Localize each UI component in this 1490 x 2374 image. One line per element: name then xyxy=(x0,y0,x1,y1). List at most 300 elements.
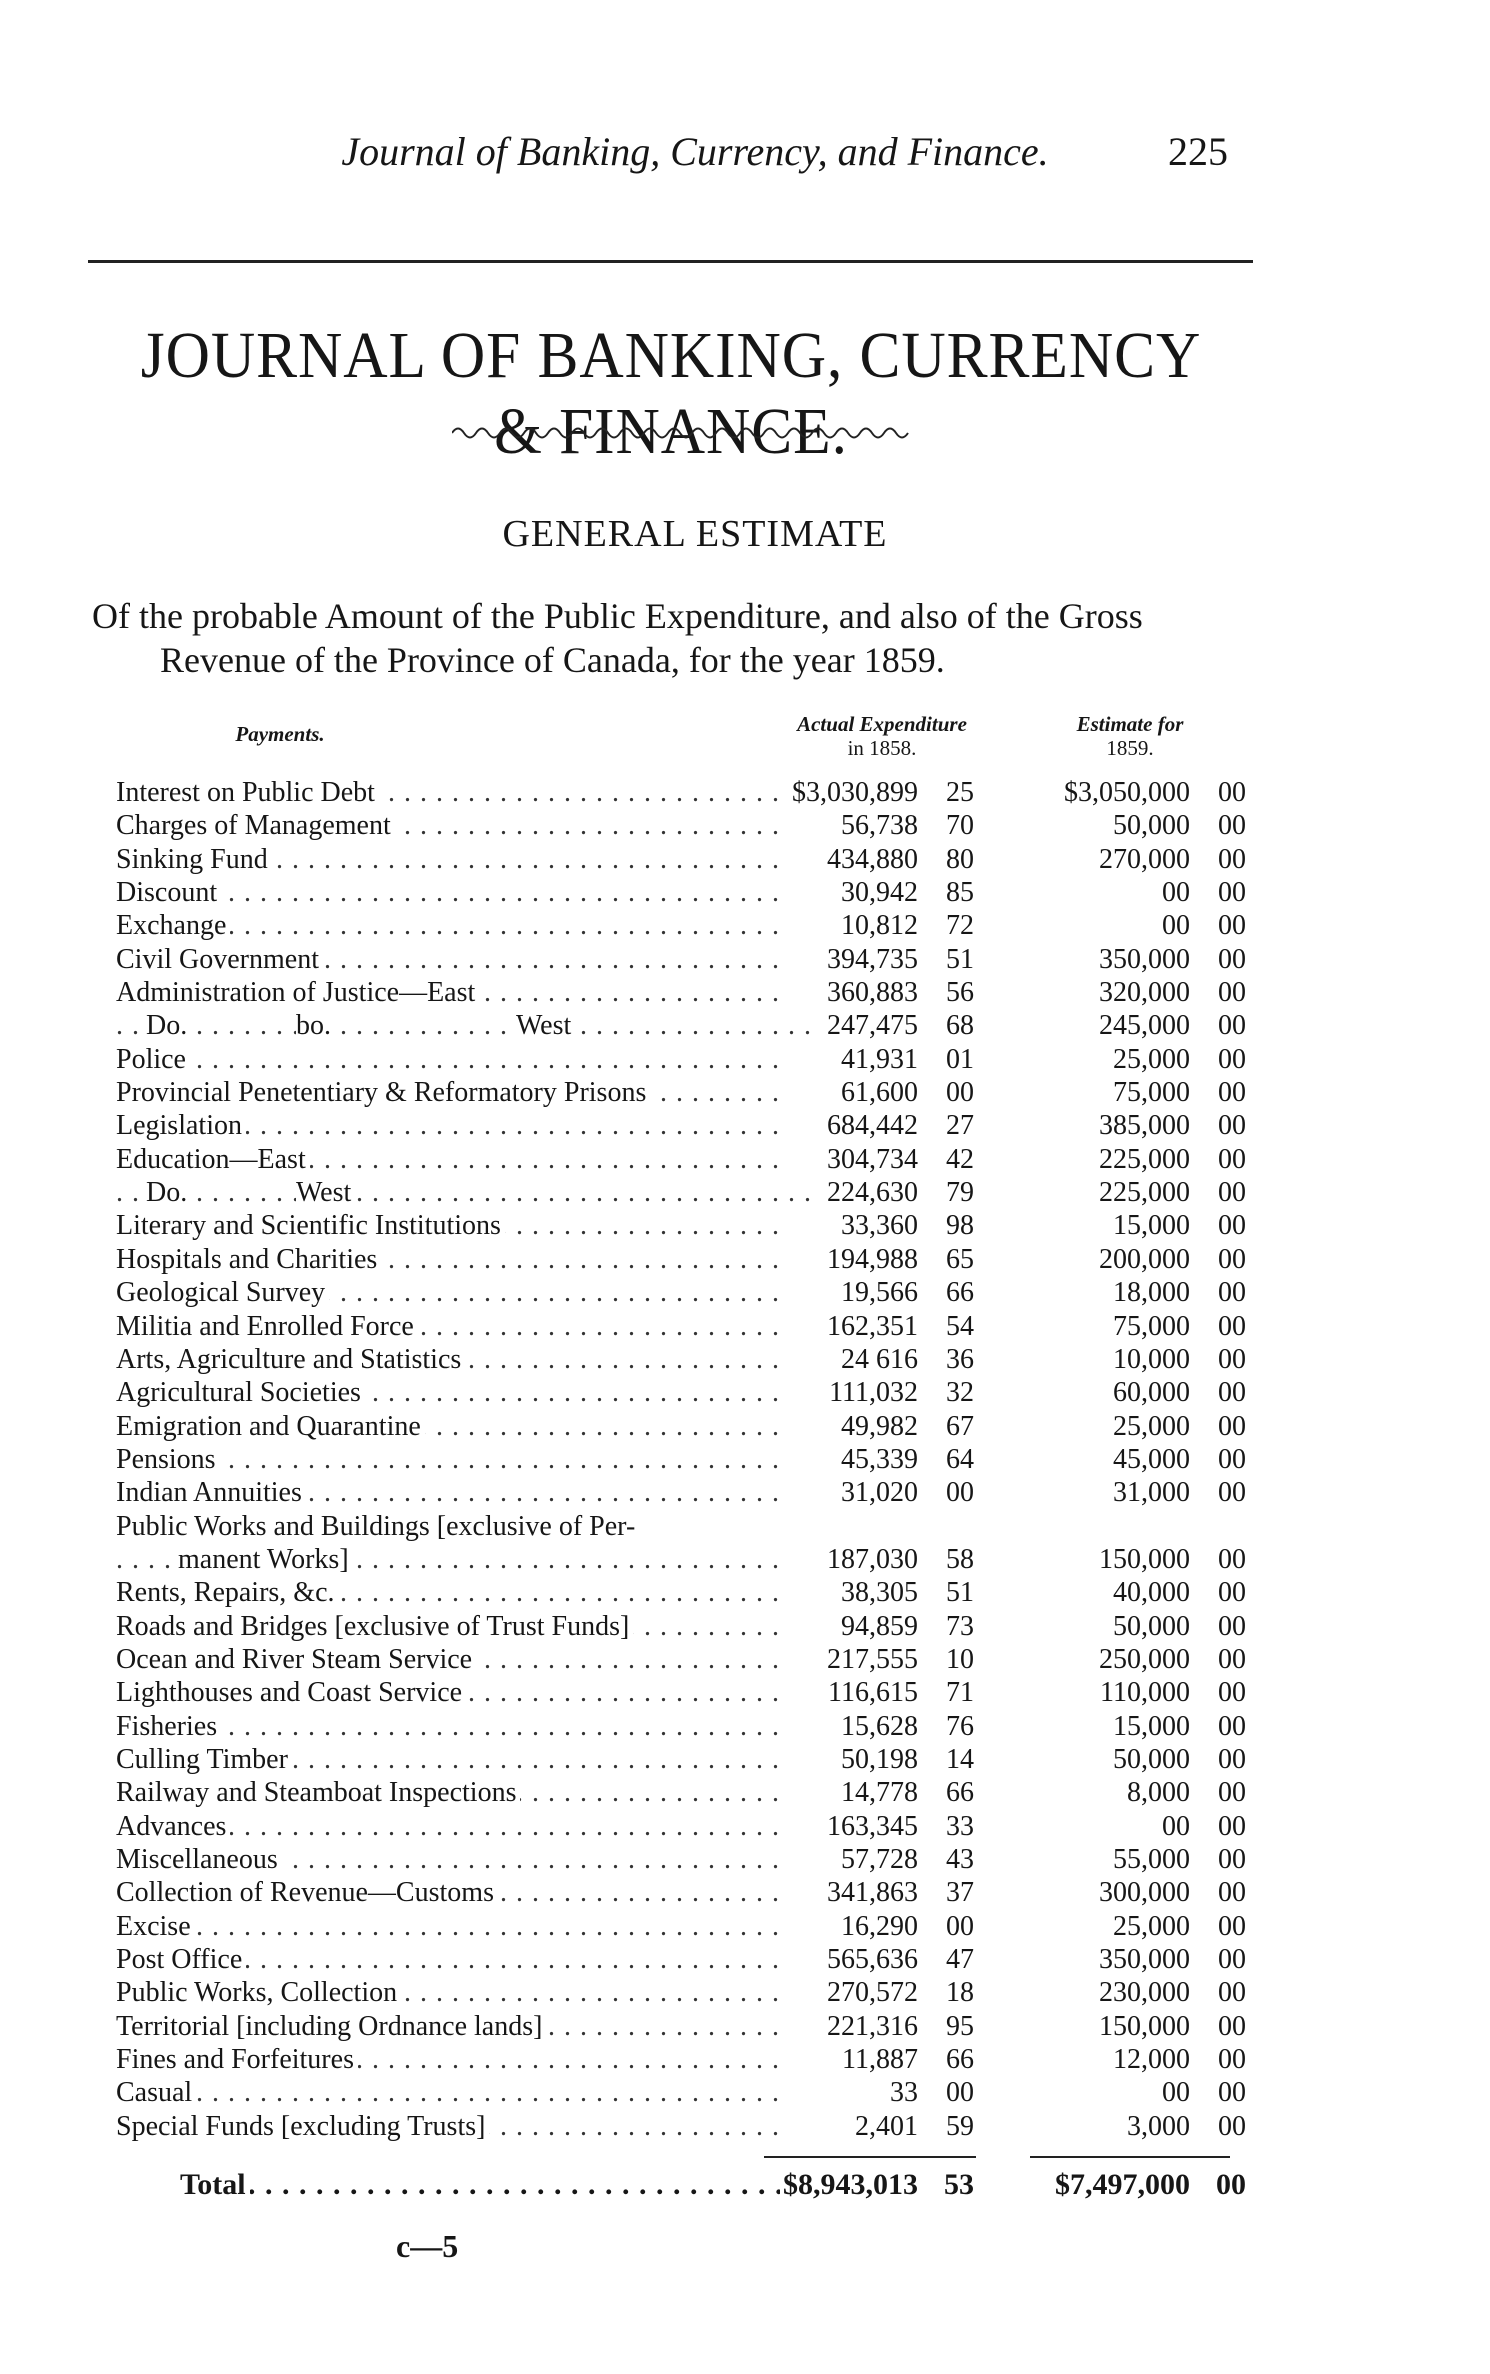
actual-cents: 66 xyxy=(946,1277,974,1309)
actual-cents: 37 xyxy=(946,1877,974,1909)
page-number: 225 xyxy=(1168,129,1228,174)
row-label xyxy=(116,843,786,876)
estimate-value: 300,000 xyxy=(1099,1877,1190,1909)
actual-cents: 80 xyxy=(946,843,974,875)
table-row xyxy=(116,1043,1246,1076)
subtitle-line-1: Of the probable Amount of the Public Expenditure, and also of the Gross xyxy=(92,596,1143,636)
estimate-cents: 00 xyxy=(1218,843,1246,875)
estimate-value: 00 xyxy=(1162,1810,1190,1842)
estimate-value: 15,000 xyxy=(1113,1210,1190,1242)
table-row xyxy=(116,1476,1246,1509)
actual-value: 194,988 xyxy=(827,1243,918,1275)
estimate-total-rule xyxy=(1030,2156,1230,2158)
row-label xyxy=(116,1343,786,1376)
row-label xyxy=(116,943,786,976)
row-label xyxy=(116,1876,786,1909)
row-label-text: Agricultural Societies xyxy=(116,1377,365,1408)
total-label xyxy=(180,2168,780,2202)
estimate-cents: 00 xyxy=(1218,1277,1246,1309)
row-label-text: manent Works] xyxy=(178,1544,353,1575)
row-label-text: Special Funds [excluding Trusts] xyxy=(116,2111,489,2142)
actual-cents: 27 xyxy=(946,1110,974,1142)
actual-value: 360,883 xyxy=(827,977,918,1009)
estimate-cents: 00 xyxy=(1218,777,1246,808)
table-row xyxy=(116,1543,1246,1576)
subtitle xyxy=(92,594,1262,682)
actual-cents: 10 xyxy=(946,1643,974,1675)
actual-value: 111,032 xyxy=(829,1377,918,1409)
actual-value: 57,728 xyxy=(841,1844,918,1875)
row-label-text: Pensions xyxy=(116,1444,220,1475)
payments-header: Payments. xyxy=(235,722,325,746)
total-row xyxy=(116,2168,1246,2208)
row-label-text: Provincial Penetentiary & Reformatory Prisons xyxy=(116,1077,650,1108)
actual-value: 33,360 xyxy=(841,1210,918,1242)
row-label xyxy=(116,1109,786,1142)
estimate-cents: 00 xyxy=(1218,1377,1246,1409)
actual-cents: 33 xyxy=(946,1810,974,1842)
estimate-value: 00 xyxy=(1162,877,1190,909)
row-label xyxy=(116,976,786,1009)
table-row xyxy=(116,1876,1246,1909)
row-label-text: Administration of Justice—East xyxy=(116,977,479,1008)
row-label xyxy=(116,1710,786,1743)
row-label-text: Discount xyxy=(116,877,221,908)
estimate-value: 25,000 xyxy=(1113,1043,1190,1075)
actual-header-year: in 1858. xyxy=(847,736,917,760)
row-label xyxy=(116,1943,786,1976)
estimate-value: 245,000 xyxy=(1099,1010,1190,1042)
table-row xyxy=(116,1376,1246,1409)
row-label xyxy=(116,1043,786,1076)
row-label-text: Public Works and Buildings [exclusive of Per- xyxy=(116,1511,639,1542)
actual-value: 30,942 xyxy=(841,877,918,909)
section-heading: GENERAL ESTIMATE xyxy=(502,513,888,555)
estimate-value: $3,050,000 xyxy=(1064,777,1190,808)
estimate-cents: 00 xyxy=(1218,810,1246,842)
estimate-value: 25,000 xyxy=(1113,1910,1190,1942)
table-row xyxy=(116,1610,1246,1643)
estimate-cents: 00 xyxy=(1218,1577,1246,1609)
estimate-value: 225,000 xyxy=(1099,1177,1190,1209)
actual-value: 304,734 xyxy=(827,1143,918,1175)
actual-value: 163,345 xyxy=(827,1810,918,1842)
total-estimate-cents: 00 xyxy=(1216,2168,1246,2201)
table-row xyxy=(116,1143,1246,1176)
row-label xyxy=(116,1243,786,1276)
estimate-cents: 00 xyxy=(1218,1110,1246,1142)
estimate-value: 60,000 xyxy=(1113,1377,1190,1409)
estimate-cents: 00 xyxy=(1218,1877,1246,1909)
estimate-value: 350,000 xyxy=(1099,943,1190,975)
row-label-text: Indian Annuities xyxy=(116,1477,306,1508)
table-row xyxy=(116,1410,1246,1443)
actual-cents: 51 xyxy=(946,943,974,975)
row-label-text: Hospitals and Charities xyxy=(116,1244,381,1275)
actual-header-title: Actual Expenditure xyxy=(797,712,967,736)
estimate-cents: 00 xyxy=(1218,1443,1246,1475)
actual-cents: 14 xyxy=(946,1743,974,1775)
total-estimate: $7,497,000 xyxy=(1055,2168,1190,2201)
row-label-text: Literary and Scientific Institutions xyxy=(116,1210,505,1241)
estimate-cents: 00 xyxy=(1218,2044,1246,2076)
estimate-cents: 00 xyxy=(1218,1810,1246,1842)
actual-value: 187,030 xyxy=(827,1543,918,1575)
row-label xyxy=(116,1843,786,1876)
table-row xyxy=(116,1676,1246,1709)
row-label xyxy=(116,1209,786,1242)
actual-cents: 42 xyxy=(946,1143,974,1175)
actual-value: 24 616 xyxy=(841,1343,918,1375)
actual-cents: 01 xyxy=(946,1043,974,1075)
table-row xyxy=(116,1109,1246,1142)
journal-title: JOURNAL OF BANKING, CURRENCY & FINANCE. xyxy=(140,319,1202,468)
actual-value: 15,628 xyxy=(841,1710,918,1742)
estimate-value: 50,000 xyxy=(1113,1743,1190,1775)
actual-cents: 67 xyxy=(946,1410,974,1442)
row-label-text: Ocean and River Steam Service xyxy=(116,1644,476,1675)
estimate-value: 50,000 xyxy=(1113,810,1190,842)
actual-value: 10,812 xyxy=(841,910,918,942)
estimate-header-year: 1859. xyxy=(1106,736,1154,760)
row-label-text: Rents, Repairs, &c. xyxy=(116,1577,339,1608)
row-label-text: Culling Timber xyxy=(116,1744,292,1775)
estimate-cents: 00 xyxy=(1218,1643,1246,1675)
actual-cents: 59 xyxy=(946,2110,974,2142)
row-label-text: Civil Government xyxy=(116,944,323,975)
estimate-value: 10,000 xyxy=(1113,1343,1190,1375)
estimate-value: 150,000 xyxy=(1099,1543,1190,1575)
row-label xyxy=(116,1776,786,1809)
actual-cents: 66 xyxy=(946,2044,974,2076)
estimate-cents: 00 xyxy=(1218,1243,1246,1275)
actual-cents: 25 xyxy=(946,777,974,808)
row-label xyxy=(116,1643,786,1676)
row-label-text: Interest on Public Debt xyxy=(116,777,379,808)
estimate-value: 385,000 xyxy=(1099,1110,1190,1142)
row-label-text: Militia and Enrolled Force xyxy=(116,1311,418,1342)
row-label xyxy=(116,1376,786,1409)
estimate-cents: 00 xyxy=(1218,1743,1246,1775)
actual-value: 56,738 xyxy=(841,810,918,842)
actual-value: 19,566 xyxy=(841,1277,918,1309)
actual-value: 116,615 xyxy=(828,1677,918,1709)
estimate-value: 8,000 xyxy=(1127,1777,1190,1809)
actual-value: 38,305 xyxy=(841,1577,918,1609)
row-label xyxy=(116,1510,786,1543)
table-row xyxy=(116,1776,1246,1809)
row-label xyxy=(116,1410,786,1443)
row-label-text: Arts, Agriculture and Statistics xyxy=(116,1344,465,1375)
row-label xyxy=(116,1810,786,1843)
table-row xyxy=(116,1576,1246,1609)
row-label-text: Casual xyxy=(116,2077,196,2108)
estimate-value: 25,000 xyxy=(1113,1410,1190,1442)
estimate-value: 45,000 xyxy=(1113,1443,1190,1475)
row-label-text: Collection of Revenue—Customs xyxy=(116,1877,498,1908)
estimate-value: 50,000 xyxy=(1113,1610,1190,1642)
actual-value: 247,475 xyxy=(827,1010,918,1042)
actual-cents: 64 xyxy=(946,1443,974,1475)
wavy-ornament xyxy=(452,420,912,446)
actual-value: 33 xyxy=(890,2077,918,2109)
signature-mark: c—5 xyxy=(396,2228,459,2264)
actual-cents: 00 xyxy=(946,2077,974,2109)
actual-cents: 58 xyxy=(946,1543,974,1575)
actual-value: 61,600 xyxy=(841,1077,918,1109)
table-row xyxy=(116,1710,1246,1743)
row-label-text: Do. xyxy=(146,1177,191,1208)
row-label-text: Exchange xyxy=(116,910,230,941)
actual-value: 94,859 xyxy=(841,1610,918,1642)
table-row xyxy=(116,876,1246,909)
actual-cents: 85 xyxy=(946,877,974,909)
table-row xyxy=(116,2010,1246,2043)
estimate-value: 150,000 xyxy=(1099,2010,1190,2042)
total-actual: $8,943,013 xyxy=(783,2168,918,2201)
row-label-text: Fisheries xyxy=(116,1711,221,1742)
table-row xyxy=(116,1743,1246,1776)
table-row xyxy=(116,1243,1246,1276)
estimate-cents: 00 xyxy=(1218,1210,1246,1242)
table-row xyxy=(116,1910,1246,1943)
actual-value: 684,442 xyxy=(827,1110,918,1142)
table-row xyxy=(116,1810,1246,1843)
actual-value: 270,572 xyxy=(827,1977,918,2009)
actual-cents: 00 xyxy=(946,1910,974,1942)
actual-value: 224,630 xyxy=(827,1177,918,1209)
table-row xyxy=(116,1943,1246,1976)
estimate-cents: 00 xyxy=(1218,1844,1246,1875)
row-label xyxy=(116,1176,816,1209)
row-label xyxy=(116,1976,786,2009)
row-label xyxy=(116,1076,786,1109)
row-label-text-2: bo. xyxy=(296,1009,335,1042)
actual-cents: 56 xyxy=(946,977,974,1009)
estimate-value: 00 xyxy=(1162,2077,1190,2109)
actual-value: 217,555 xyxy=(827,1643,918,1675)
actual-cents: 72 xyxy=(946,910,974,942)
actual-cents: 66 xyxy=(946,1777,974,1809)
row-label-text-3: West xyxy=(516,1009,575,1042)
actual-cents: 73 xyxy=(946,1610,974,1642)
actual-cents: 51 xyxy=(946,1577,974,1609)
actual-value: 221,316 xyxy=(827,2010,918,2042)
estimate-cents: 00 xyxy=(1218,1710,1246,1742)
row-label-text: Sinking Fund xyxy=(116,844,272,875)
row-label xyxy=(116,876,786,909)
row-label-text: Emigration and Quarantine xyxy=(116,1411,425,1442)
row-label-text-2: West xyxy=(296,1176,355,1209)
row-label xyxy=(116,1476,786,1509)
row-label xyxy=(116,1610,786,1643)
estimate-cents: 00 xyxy=(1218,1977,1246,2009)
expenditure-table xyxy=(116,776,1246,2143)
estimate-value: 31,000 xyxy=(1113,1477,1190,1509)
estimate-value: 55,000 xyxy=(1113,1844,1190,1875)
row-label-text: Police xyxy=(116,1044,190,1075)
row-label-text: Advances xyxy=(116,1811,230,1842)
row-label-text: Charges of Management xyxy=(116,810,395,841)
row-label xyxy=(116,1576,786,1609)
actual-value: 45,339 xyxy=(841,1443,918,1475)
estimate-value: 110,000 xyxy=(1100,1677,1190,1709)
estimate-value: 250,000 xyxy=(1099,1643,1190,1675)
actual-value: 434,880 xyxy=(827,843,918,875)
estimate-value: 15,000 xyxy=(1113,1710,1190,1742)
estimate-value: 350,000 xyxy=(1099,1944,1190,1976)
estimate-cents: 00 xyxy=(1218,910,1246,942)
row-label-text: Legislation xyxy=(116,1110,246,1141)
table-row xyxy=(116,1843,1246,1876)
estimate-cents: 00 xyxy=(1218,1677,1246,1709)
column-header-payments xyxy=(190,722,370,746)
row-label-text: Lighthouses and Coast Service xyxy=(116,1677,466,1708)
actual-cents: 70 xyxy=(946,810,974,842)
row-label xyxy=(116,1443,786,1476)
estimate-value: 230,000 xyxy=(1099,1977,1190,2009)
actual-cents: 00 xyxy=(946,1077,974,1109)
actual-cents: 68 xyxy=(946,1010,974,1042)
actual-cents: 98 xyxy=(946,1210,974,1242)
row-label xyxy=(116,1743,786,1776)
total-actual-cents: 53 xyxy=(944,2168,974,2201)
table-row xyxy=(116,1643,1246,1676)
estimate-value: 40,000 xyxy=(1113,1577,1190,1609)
table-row xyxy=(116,1176,1246,1209)
actual-value: 565,636 xyxy=(827,1944,918,1976)
estimate-cents: 00 xyxy=(1218,1043,1246,1075)
estimate-value: 00 xyxy=(1162,910,1190,942)
estimate-header-title: Estimate for xyxy=(1076,712,1184,736)
actual-value: 41,931 xyxy=(841,1043,918,1075)
table-row xyxy=(116,943,1246,976)
estimate-cents: 00 xyxy=(1218,1944,1246,1976)
estimate-cents: 00 xyxy=(1218,2010,1246,2042)
table-row xyxy=(116,1443,1246,1476)
row-label xyxy=(116,1310,786,1343)
actual-total-rule xyxy=(764,2156,976,2158)
estimate-cents: 00 xyxy=(1218,977,1246,1009)
actual-value: 49,982 xyxy=(841,1410,918,1442)
actual-cents: 65 xyxy=(946,1243,974,1275)
actual-value: 50,198 xyxy=(841,1743,918,1775)
row-label xyxy=(116,1276,786,1309)
row-label-text: Education—East xyxy=(116,1144,310,1175)
estimate-cents: 00 xyxy=(1218,1410,1246,1442)
table-row xyxy=(116,843,1246,876)
row-label-text: Excise xyxy=(116,1911,195,1942)
row-label xyxy=(116,2110,786,2143)
actual-cents: 79 xyxy=(946,1177,974,1209)
row-label-text: Post Office xyxy=(116,1944,246,1975)
header-rule xyxy=(88,260,1253,263)
row-label-text: Fines and Forfeitures xyxy=(116,2044,358,2075)
table-row xyxy=(116,1310,1246,1343)
table-row xyxy=(116,809,1246,842)
estimate-cents: 00 xyxy=(1218,1010,1246,1042)
actual-cents: 00 xyxy=(946,1477,974,1509)
actual-value: 341,863 xyxy=(827,1877,918,1909)
actual-cents: 95 xyxy=(946,2010,974,2042)
estimate-value: 3,000 xyxy=(1127,2110,1190,2142)
actual-value: 16,290 xyxy=(841,1910,918,1942)
actual-cents: 18 xyxy=(946,1977,974,2009)
row-label xyxy=(116,2010,786,2043)
row-label xyxy=(116,1009,816,1042)
row-label xyxy=(116,2043,786,2076)
actual-value: 11,887 xyxy=(842,2044,918,2076)
estimate-value: 75,000 xyxy=(1113,1310,1190,1342)
estimate-cents: 00 xyxy=(1218,2110,1246,2142)
table-row xyxy=(116,2110,1246,2143)
estimate-value: 320,000 xyxy=(1099,977,1190,1009)
estimate-value: 270,000 xyxy=(1099,843,1190,875)
estimate-value: 225,000 xyxy=(1099,1143,1190,1175)
row-label xyxy=(116,1676,786,1709)
estimate-cents: 00 xyxy=(1218,2077,1246,2109)
table-row xyxy=(116,909,1246,942)
actual-cents: 54 xyxy=(946,1310,974,1342)
estimate-cents: 00 xyxy=(1218,1310,1246,1342)
actual-cents: 76 xyxy=(946,1710,974,1742)
table-row xyxy=(116,1076,1246,1109)
column-header-actual xyxy=(752,712,1012,760)
estimate-value: 200,000 xyxy=(1099,1243,1190,1275)
actual-cents: 32 xyxy=(946,1377,974,1409)
estimate-cents: 00 xyxy=(1218,1077,1246,1109)
table-row xyxy=(116,1976,1246,2009)
running-head-title: Journal of Banking, Currency, and Finance. xyxy=(341,129,1049,174)
estimate-cents: 00 xyxy=(1218,1177,1246,1209)
actual-cents: 36 xyxy=(946,1343,974,1375)
actual-value: 31,020 xyxy=(841,1477,918,1509)
row-label-text: Do. xyxy=(146,1010,191,1041)
row-label-text: Public Works, Collection xyxy=(116,1977,401,2008)
row-label-text: Railway and Steamboat Inspections xyxy=(116,1777,520,1808)
estimate-cents: 00 xyxy=(1218,1477,1246,1509)
actual-value: 162,351 xyxy=(827,1310,918,1342)
estimate-cents: 00 xyxy=(1218,1910,1246,1942)
row-label-text: Geological Survey xyxy=(116,1277,329,1308)
estimate-value: 12,000 xyxy=(1113,2044,1190,2076)
estimate-cents: 00 xyxy=(1218,1610,1246,1642)
estimate-cents: 00 xyxy=(1218,1543,1246,1575)
actual-value: 394,735 xyxy=(827,943,918,975)
table-row xyxy=(116,2076,1246,2109)
actual-cents: 47 xyxy=(946,1944,974,1976)
actual-value: 2,401 xyxy=(855,2110,918,2142)
row-label xyxy=(116,1910,786,1943)
table-row xyxy=(116,976,1246,1009)
row-label-text: Territorial [including Ordnance lands] xyxy=(116,2011,546,2042)
table-row xyxy=(116,1009,1246,1042)
row-label xyxy=(116,2076,786,2109)
estimate-cents: 00 xyxy=(1218,1777,1246,1809)
table-row xyxy=(116,1343,1246,1376)
row-label xyxy=(116,776,786,809)
estimate-value: 18,000 xyxy=(1113,1277,1190,1309)
table-row xyxy=(116,776,1246,809)
estimate-cents: 00 xyxy=(1218,1343,1246,1375)
actual-value: $3,030,899 xyxy=(792,777,918,808)
row-label-text: Roads and Bridges [exclusive of Trust Funds] xyxy=(116,1611,633,1642)
table-row xyxy=(116,1276,1246,1309)
estimate-cents: 00 xyxy=(1218,943,1246,975)
row-label xyxy=(116,909,786,942)
row-label xyxy=(116,809,786,842)
table-row xyxy=(116,2043,1246,2076)
